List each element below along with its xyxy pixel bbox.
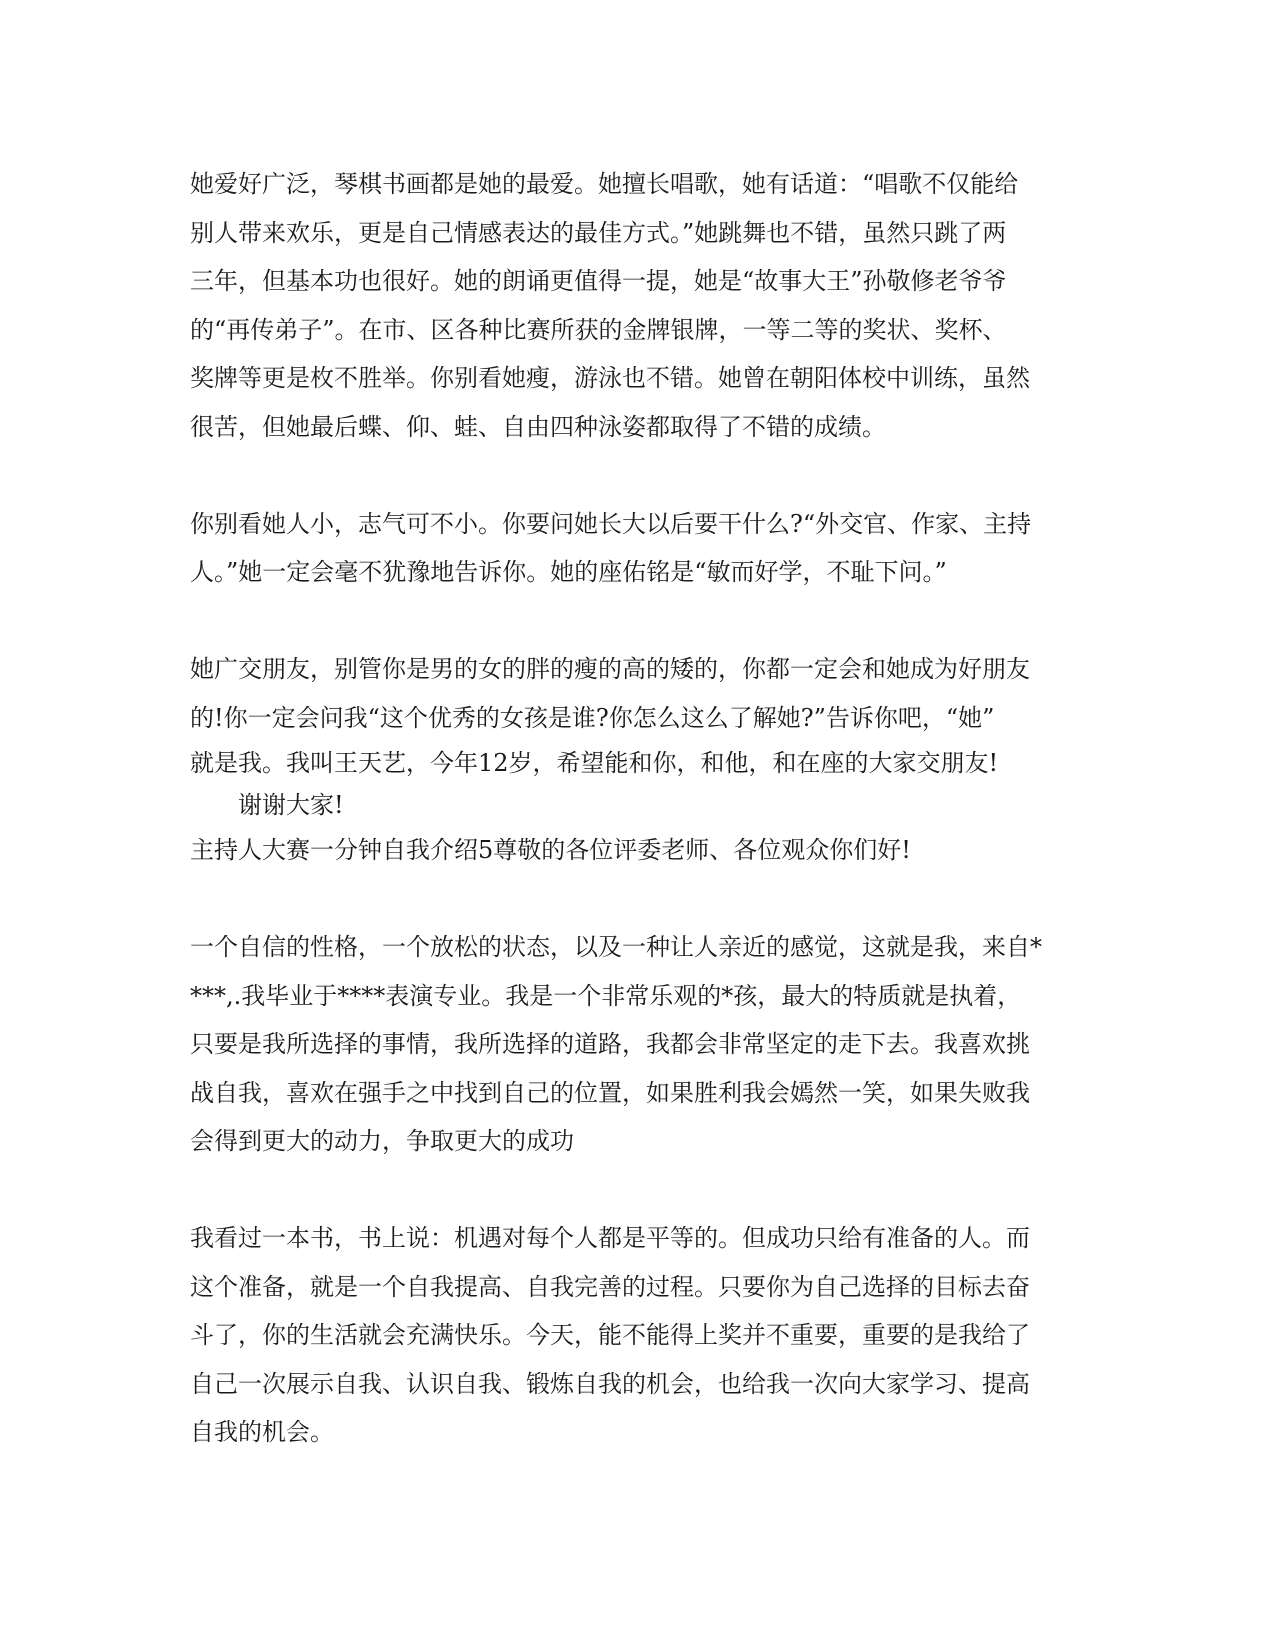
document-body bbox=[190, 160, 1090, 1457]
text-line: 人。”她一定会毫不犹豫地告诉你。她的座佑铭是“敏而好学，不耻下问。” bbox=[190, 558, 947, 586]
paragraph-gap bbox=[190, 451, 1090, 500]
text-line: 你别看她人小，志气可不小。你要问她长大以后要干什么?“外交官、作家、主持 bbox=[190, 509, 1032, 538]
paragraph-gap bbox=[190, 1166, 1090, 1215]
paragraph-gap bbox=[190, 597, 1090, 646]
text-line: 只要是我所选择的事情，我所选择的道路，我都会非常坚定的走下去。我喜欢挑 bbox=[190, 1030, 1030, 1058]
text-line: 斗了，你的生活就会充满快乐。今天，能不能得上奖并不重要，重要的是我给了 bbox=[190, 1321, 1030, 1349]
text-line: 我看过一本书，书上说：机遇对每个人都是平等的。但成功只给有准备的人。而 bbox=[190, 1224, 1030, 1252]
paragraph-friends bbox=[190, 645, 1090, 784]
paragraph-ambition bbox=[190, 500, 1090, 597]
section-heading: 主持人大赛一分钟自我介绍5尊敬的各位评委老师、各位观众你们好! bbox=[190, 836, 911, 864]
text-line: 别人带来欢乐，更是自己情感表达的最佳方式。”她跳舞也不错，虽然只跳了两 bbox=[190, 218, 1007, 247]
text-line: 自己一次展示自我、认识自我、锻炼自我的机会，也给我一次向大家学习、提高 bbox=[190, 1369, 1030, 1398]
text-line: 的!你一定会问我“这个优秀的女孩是谁?你怎么这么了解她?”告诉你吧，“她” bbox=[190, 703, 995, 732]
text-line: 她爱好广泛，琴棋书画都是她的最爱。她擅长唱歌，她有话道：“唱歌不仅能给 bbox=[190, 170, 1019, 198]
text-line: 很苦，但她最后蝶、仰、蛙、自由四种泳姿都取得了不错的成绩。 bbox=[190, 412, 886, 441]
text-line: 一个自信的性格，一个放松的状态，以及一种让人亲近的感觉，这就是我，来自* bbox=[190, 933, 1042, 961]
text-line: 会得到更大的动力，争取更大的成功 bbox=[190, 1127, 574, 1155]
text-line: 就是我。我叫王天艺，今年12岁，希望能和你，和他，和在座的大家交朋友! bbox=[190, 749, 999, 777]
text-line: 三年，但基本功也很好。她的朗诵更值得一提，她是“故事大王”孙敬修老爷爷 bbox=[190, 267, 1007, 295]
text-line: 这个准备，就是一个自我提高、自我完善的过程。只要你为自己选择的目标去奋 bbox=[190, 1272, 1030, 1301]
paragraph-opportunity bbox=[190, 1214, 1090, 1457]
paragraph-gap bbox=[190, 875, 1090, 924]
paragraph-hobbies bbox=[190, 160, 1090, 451]
text-line: 她广交朋友，别管你是男的女的胖的瘦的高的矮的，你都一定会和她成为好朋友 bbox=[190, 655, 1030, 683]
text-line: 战自我，喜欢在强手之中找到自己的位置，如果胜利我会嫣然一笑，如果失败我 bbox=[190, 1078, 1030, 1107]
text-line: 的“再传弟子”。在市、区各种比赛所获的金牌银牌，一等二等的奖状、奖杯、 bbox=[190, 315, 1007, 344]
text-line: 奖牌等更是枚不胜举。你别看她瘦，游泳也不错。她曾在朝阳体校中训练，虽然 bbox=[190, 364, 1030, 392]
text-line: ***,.我毕业于****表演专业。我是一个非常乐观的*孩，最大的特质就是执着， bbox=[190, 981, 1022, 1010]
thanks-line: 谢谢大家! bbox=[238, 791, 344, 819]
text-line: 自我的机会。 bbox=[190, 1418, 334, 1446]
paragraph-personality bbox=[190, 923, 1090, 1166]
